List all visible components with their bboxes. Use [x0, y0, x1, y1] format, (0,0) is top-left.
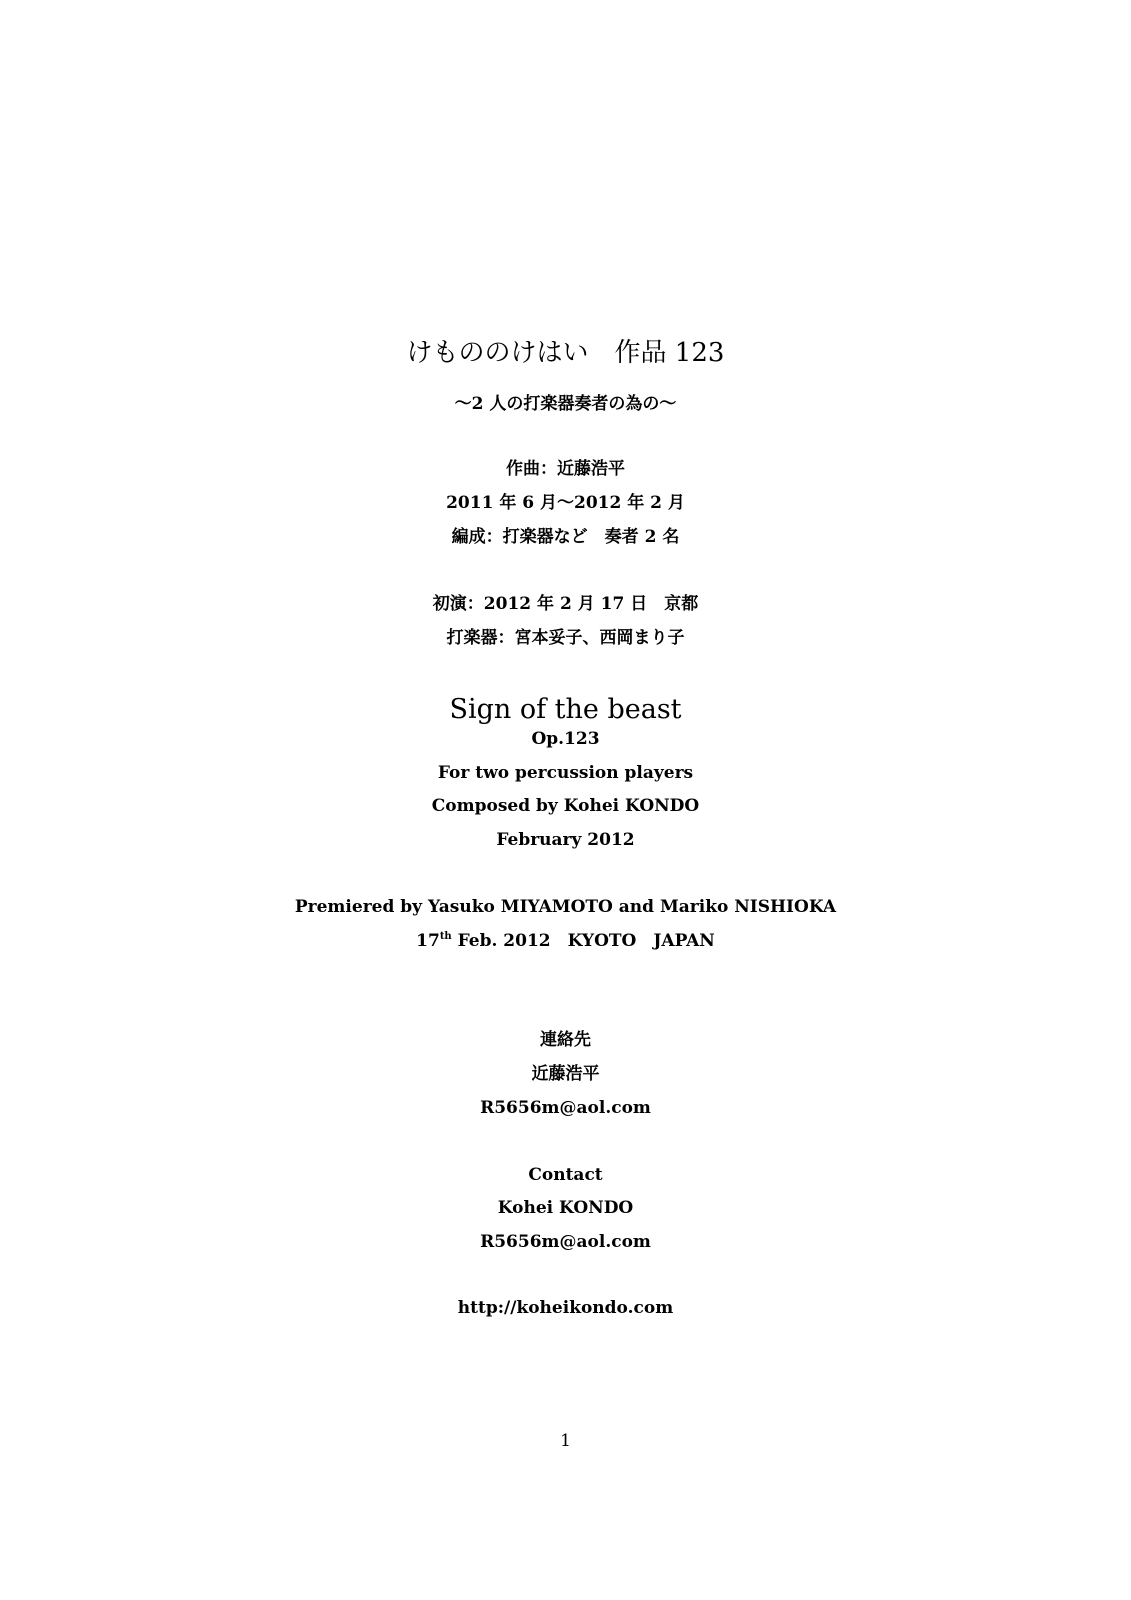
premiere-day-suffix: th — [439, 931, 452, 942]
contact-email-en[interactable]: R5656m@aol.com — [480, 1232, 651, 1252]
premiere-day: 17 — [416, 931, 440, 951]
japanese-premiere: 初演：2012 年 2 月 17 日 京都 — [432, 594, 699, 614]
english-instrumentation: For two percussion players — [437, 763, 694, 783]
japanese-composition-period: 2011 年 6 月～2012 年 2 月 — [446, 493, 685, 513]
japanese-instrumentation: 編成：打楽器など 奏者 2 名 — [451, 527, 680, 547]
english-title: Sign of the beast — [449, 694, 682, 725]
contact-heading-en: Contact — [528, 1165, 603, 1185]
japanese-performers: 打楽器：宮本妥子、西岡まり子 — [446, 628, 685, 648]
english-date: February 2012 — [496, 830, 635, 850]
english-composer: Composed by Kohei KONDO — [431, 796, 700, 816]
contact-name-ja: 近藤浩平 — [531, 1064, 600, 1084]
english-premiere-date — [0, 933, 1131, 950]
english-premiered-by: Premiered by Yasuko MIYAMOTO and Mariko NISHIOKA — [294, 897, 837, 917]
japanese-title: けもののけはい 作品 123 — [406, 338, 725, 368]
contact-heading-ja: 連絡先 — [540, 1030, 591, 1050]
contact-name-en: Kohei KONDO — [497, 1198, 634, 1218]
opus-number: Op.123 — [531, 729, 600, 749]
website-link[interactable]: http://koheikondo.com — [457, 1298, 674, 1318]
premiere-date-rest: Feb. 2012 KYOTO JAPAN — [451, 931, 715, 951]
contact-email-ja[interactable]: R5656m@aol.com — [480, 1098, 651, 1118]
japanese-composer: 作曲：近藤浩平 — [506, 459, 625, 479]
japanese-subtitle: ～2 人の打楽器奏者の為の～ — [454, 394, 677, 414]
page-number: 1 — [560, 1431, 571, 1451]
